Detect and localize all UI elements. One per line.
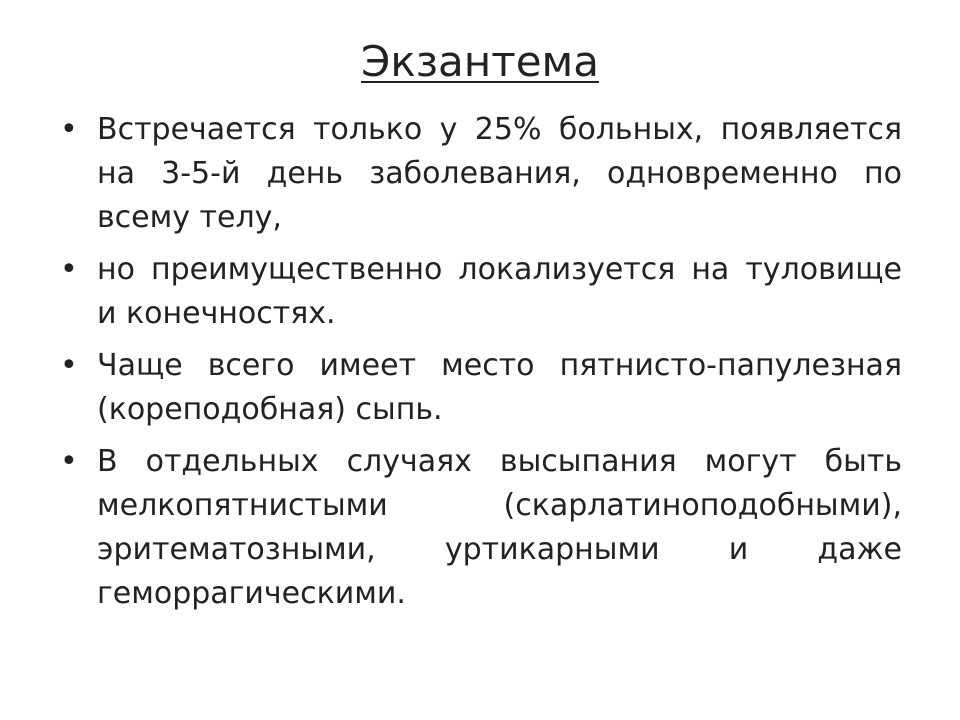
bullet-dot-icon: •	[60, 444, 78, 479]
bullet-dot-icon: •	[60, 252, 78, 287]
bullet-text: но преимущественно локализуется на туловище и конечностях.	[97, 252, 902, 331]
bullet-dot-icon: •	[60, 348, 78, 383]
bullet-text: Чаще всего имеет место пятнисто-папулезная (кореподобная) сыпь.	[97, 348, 902, 427]
bullet-text: В отдельных случаях высыпания могут быть мелкопятнистыми (скарлатиноподобными), эритематозными, уртикарными и даже геморрагическими.	[97, 444, 902, 611]
bullet-list	[60, 108, 902, 624]
bullet-text: Встречается только у 25% больных, появляется на 3-5-й день заболевания, одновременно по всему телу,	[97, 112, 902, 235]
slide-title: Экзантема	[361, 37, 599, 86]
bullet-dot-icon: •	[60, 112, 78, 147]
bullet-item	[60, 440, 902, 616]
bullet-item	[60, 248, 902, 336]
bullet-item	[60, 344, 902, 432]
bullet-item	[60, 108, 902, 240]
